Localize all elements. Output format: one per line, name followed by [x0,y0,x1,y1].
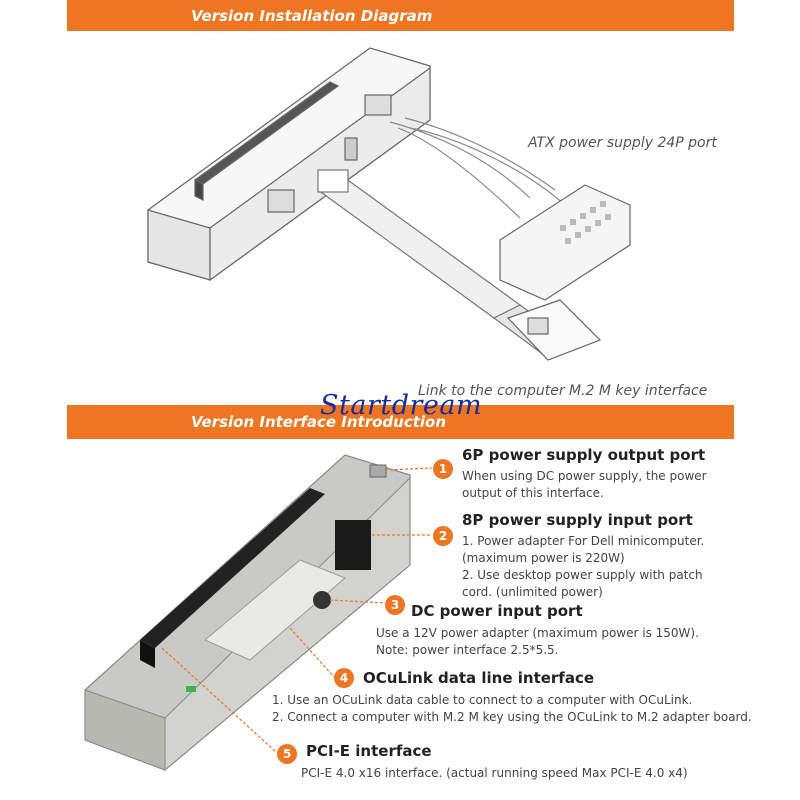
feature-description-line: 1. Power adapter For Dell minicomputer. [462,534,705,548]
feature-title: 8P power supply input port [462,511,693,529]
m2-interface-label: Link to the computer M.2 M key interface [418,383,708,399]
watermark: Startdream [320,390,483,421]
feature-title: PCI-E interface [306,742,432,760]
feature-description-line: When using DC power supply, the power [462,469,707,483]
feature-title: 6P power supply output port [462,446,706,464]
feature-description-line: 2. Use desktop power supply with patch [462,568,703,582]
feature-description-line: 2. Connect a computer with M.2 M key using the OCuLink to M.2 adapter board. [272,710,752,724]
feature-description [272,692,752,726]
feature-description-line: cord. (unlimited power) [462,585,603,599]
feature-number-badge: 3 [385,595,405,615]
feature-description-line: output of this interface. [462,486,604,500]
feature-description-line: Note: power interface 2.5*5.5. [376,643,559,657]
feature-description-line: 1. Use an OCuLink data cable to connect to a computer with OCuLink. [272,693,693,707]
feature-description [462,533,704,601]
section-title: Version Interface Introduction [191,413,447,431]
feature-number-badge: 1 [433,459,453,479]
feature-number-badge: 5 [277,744,297,764]
feature-description [301,765,688,782]
feature-number-badge: 2 [433,526,453,546]
feature-title: OCuLink data line interface [363,669,595,687]
feature-description [376,625,699,659]
feature-description-line: (maximum power is 220W) [462,551,625,565]
section-title: Version Installation Diagram [191,6,433,25]
feature-description [462,468,707,502]
feature-description-line: Use a 12V power adapter (maximum power is 150W). [376,626,699,640]
feature-number-badge: 4 [334,668,354,688]
feature-title: DC power input port [411,602,583,620]
feature-description-line: PCI-E 4.0 x16 interface. (actual running speed Max PCI-E 4.0 x4) [301,766,688,780]
atx-port-label: ATX power supply 24P port [528,135,717,151]
